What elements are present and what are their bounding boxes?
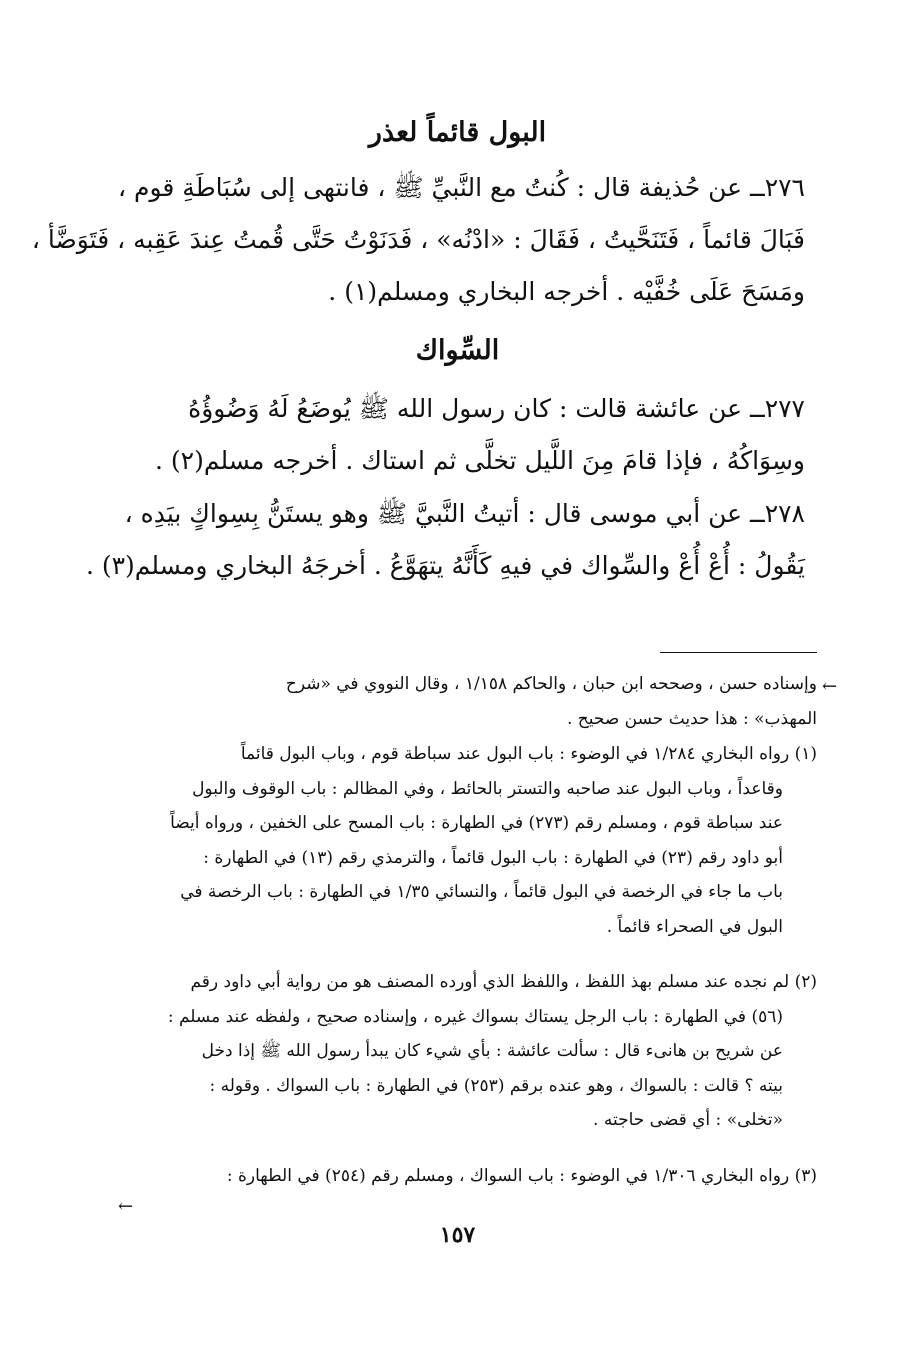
continues-on-next-page-arrow-icon: ← — [118, 1196, 134, 1217]
footnote-1-line-4: أبو داود رقم (٢٣) في الطهارة : باب البول قائماً ، والترمذي رقم (١٣) في الطهارة : — [203, 847, 783, 868]
footnote-separator — [660, 652, 817, 653]
section-heading-standing-urination: البول قائماً لعذر — [368, 117, 547, 148]
hadith-276-line-2: فَبَالَ قائماً ، فَتَنَحَّيتُ ، فَقَالَ : «ادْنُه» ، فَدَنَوْتُ حَتَّى قُمتُ عِندَ عَقِبه ، فَتَوَضَّأ ، — [31, 225, 805, 254]
footnote-continuation-line-2: المهذب» : هذا حديث حسن صحيح . — [566, 708, 817, 729]
footnote-1-line-5: باب ما جاء في الرخصة في البول قائماً ، والنسائي ١/٣٥ في الطهارة : باب الرخصة في — [180, 882, 783, 902]
footnote-continuation-line-1: وإسناده حسن ، وصححه ابن حبان ، والحاكم ١/١٥٨ ، وقال النووي في «شرح — [285, 674, 817, 694]
hadith-278-line-1: ٢٧٨ــ عن أبي موسى قال : أتيتُ النَّبيَّ ﷺ وهو يستَنُّ بِسِواكٍ بيَدِه ، — [124, 499, 805, 528]
hadith-276-line-1: ٢٧٦ــ عن حُذيفة قال : كُنتُ مع النَّبيِّ ﷺ ، فانتهى إلى سُبَاطَةِ قوم ، — [118, 173, 805, 202]
footnote-1-line-2: وقاعداً ، وباب البول عند صاحبه والتستر بالحائط ، وفي المظالم : باب الوقوف والبول — [192, 778, 783, 799]
hadith-278 — [85, 488, 805, 592]
footnote-1 — [105, 737, 817, 944]
footnote-1-line-6: البول في الصحراء قائماً . — [606, 916, 783, 937]
hadith-277 — [105, 383, 805, 487]
footnote-2-line-4: بيته ؟ قالت : بالسواك ، وهو عنده برقم (٢٥٣) في الطهارة : باب السواك . وقوله : — [209, 1075, 783, 1096]
hadith-276 — [31, 162, 805, 318]
footnote-2 — [105, 965, 817, 1138]
page-number: ١٥٧ — [439, 1222, 476, 1248]
footnote-3 — [105, 1159, 817, 1194]
footnote-3-line-1: (٣) رواه البخاري ١/٣٠٦ في الوضوء : باب السواك ، ومسلم رقم (٢٥٤) في الطهارة : — [226, 1166, 817, 1186]
section-heading-siwak: السِّواك — [415, 335, 500, 366]
footnote-2-line-3: عن شريح بن هانىء قال : سألت عائشة : بأي شيء كان يبدأ رسول الله ﷺ إذا دخل — [201, 1041, 783, 1061]
footnote-1-line-1: (١) رواه البخاري ١/٢٨٤ في الوضوء : باب البول عند سباطة قوم ، وباب البول قائماً — [240, 744, 817, 764]
footnote-2-line-2: (٥٦) في الطهارة : باب الرجل يستاك بسواك غيره ، وإسناده صحيح ، ولفظه عند مسلم : — [167, 1006, 783, 1027]
continued-from-arrow-icon: ← — [822, 676, 838, 697]
hadith-278-line-2: يَقُولُ : أُعْ أُعْ والسِّواك في فيهِ كَأَنَّهُ يتهَوَّعُ . أخرجَهُ البخاري ومسلم(٣) . — [85, 551, 805, 580]
hadith-277-line-2: وسِوَاكُهُ ، فإذا قامَ مِنَ اللَّيل تخلَّى ثم استاك . أخرجه مسلم(٢) . — [154, 446, 805, 475]
hadith-276-line-3: ومَسَحَ عَلَى خُفَّيْه . أخرجه البخاري ومسلم(١) . — [328, 277, 805, 306]
hadith-277-line-1: ٢٧٧ــ عن عائشة قالت : كان رسول الله ﷺ يُوضَعُ لَهُ وَضُوؤُهُ — [188, 394, 805, 423]
footnote-2-line-1: (٢) لم نجده عند مسلم بهذ اللفظ ، واللفظ الذي أورده المصنف هو من رواية أبي داود رقم — [190, 972, 817, 992]
footnote-continuation — [105, 667, 817, 736]
footnote-2-line-5: «تخلى» : أي قضى حاجته . — [593, 1110, 783, 1130]
footnote-1-line-3: عند سباطة قوم ، ومسلم رقم (٢٧٣) في الطهارة : باب المسح على الخفين ، ورواه أيضاً — [170, 813, 783, 833]
